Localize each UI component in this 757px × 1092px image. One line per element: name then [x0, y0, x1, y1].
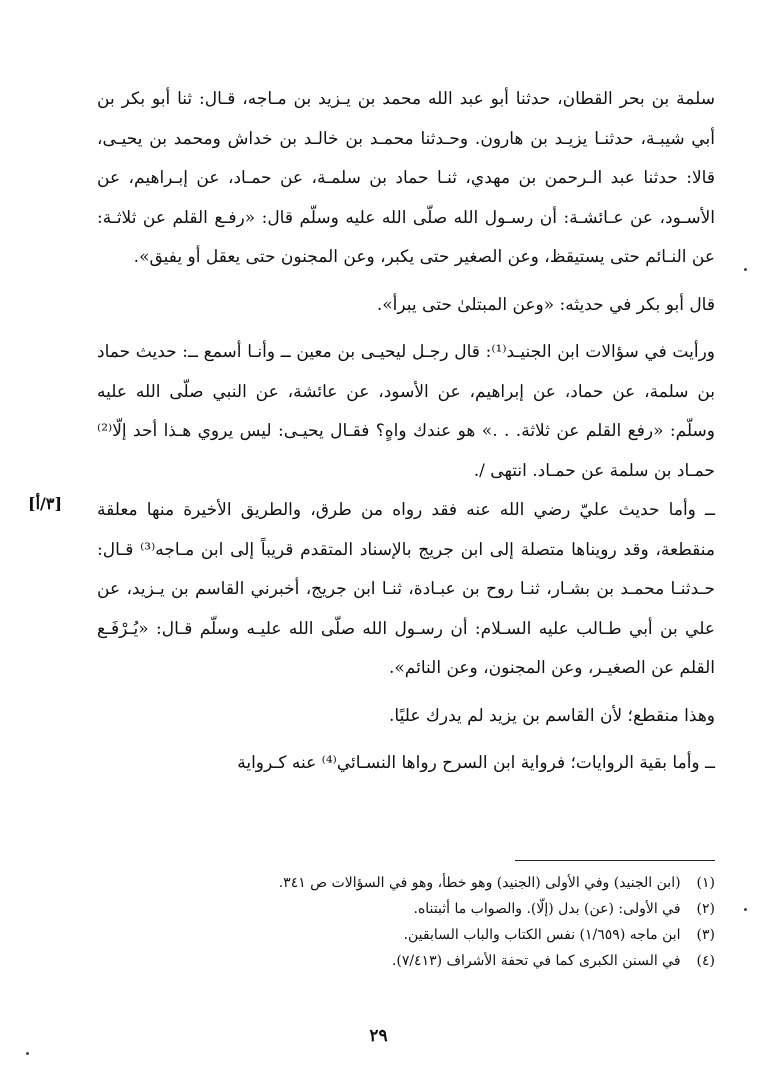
footnote-number: (٣): [696, 927, 715, 943]
footnotes: [97, 870, 715, 974]
paragraph-3: ورأيت في سؤالات ابن الجنيـد⁽¹⁾: قال رجـل ليحيـى بن معين ــ وأنـا أسمع ــ: حديث حماد بن سلمة، عن حماد، عن إبراهيم، عن الأسود، عن عائشة، عن النبي صلّى الله عليه وسلّم: «رفع القلم عن ثلاثة. . .» هو عندك واهٍ؟ فقـال يحيـى: ليس يروي هـذا أحد إلّا⁽²⁾ حمـاد بن سلمة عن حمـاد. انتهى /.: [97, 342, 715, 481]
footnote-divider: [515, 860, 715, 861]
footnote-text: (ابن الجنيد) وفي الأولى (الجنيد) وهو خطأ، وهو في السؤالات ص ٣٤١.: [278, 875, 681, 891]
scan-speck: [744, 908, 747, 911]
paragraph-5: وهذا منقطع؛ لأن القاسم بن يزيد لم يدرك عليًا.: [389, 705, 715, 726]
scan-speck: [26, 1052, 29, 1055]
footnote-number: (١): [696, 875, 715, 891]
footnote-4: [97, 948, 715, 974]
main-text: [97, 80, 715, 784]
paragraph-2: قال أبو بكر في حديثه: «وعن المبتلىٰ حتى يبرأ».: [376, 294, 715, 315]
footnote-3: [97, 922, 715, 948]
manuscript-folio-mark: [٣/أ]: [28, 494, 63, 513]
footnote-text: ابن ماجه (١/٦٥٩) نفس الكتاب والباب السابقين.: [403, 927, 681, 943]
page-number: ٢٩: [369, 1026, 388, 1046]
footnote-2: [97, 896, 715, 922]
footnote-number: (٤): [696, 953, 715, 969]
footnote-number: (٢): [696, 901, 715, 917]
scan-speck: [744, 268, 747, 271]
paragraph-4: ــ وأما حديث عليّ رضي الله عنه فقد رواه من طرق، والطريق الأخيرة منها معلقة منقطعة، وقد رويناها متصلة إلى ابن جريج بالإسناد المتقدم قريباً إلى ابن مـاجه⁽³⁾ قـال: حـدثنـا محمـد بن بشـار، ثنـا روح بن عبـادة، ثنـا ابن جريج، أخبرني القاسم بن يـزيد، عن علي بن أبي طـالب عليه السـلام: أن رسـول الله صلّى الله عليـه وسلّم قـال: «يُـرْفَـع القلم عن الصغيـر، وعن المجنون، وعن النائم».: [97, 500, 716, 678]
paragraph-6: ــ وأما بقية الروايات؛ فرواية ابن السرح رواها النسـائي⁽⁴⁾ عنه كـرواية: [237, 753, 715, 773]
footnote-1: [97, 870, 715, 896]
footnote-text: في الأولى: (عن) بدل (إلّا). والصواب ما أثبتناه.: [413, 901, 681, 917]
footnote-text: في السنن الكبرى كما في تحفة الأشراف (٧/٤١٣).: [391, 953, 681, 969]
paragraph-1: سلمة بن بحر القطان، حدثنا أبو عبد الله محمد بن يـزيد بن مـاجه، قـال: ثنا أبو بكر بن أبي شيبـة، حدثنـا يزيـد بن هارون. وحـدثنا محمـد بن خالـد بن خداش ومحمد بن يحيـى، قالا: حدثنا عبد الـرحمن بن مهدي، ثنـا حماد بن سلمـة، عن حمـاد، عن إبـراهيم، عن الأسـود، عن عـائشـة: أن رسـول الله صلّى الله عليه وسلّم قال: «رفـع القلم عن ثلاثـة: عن النـائم حتى يستيقظ، وعن الصغير حتى يكبر، وعن المجنون حتى يعقل أو يفيق».: [97, 89, 715, 267]
